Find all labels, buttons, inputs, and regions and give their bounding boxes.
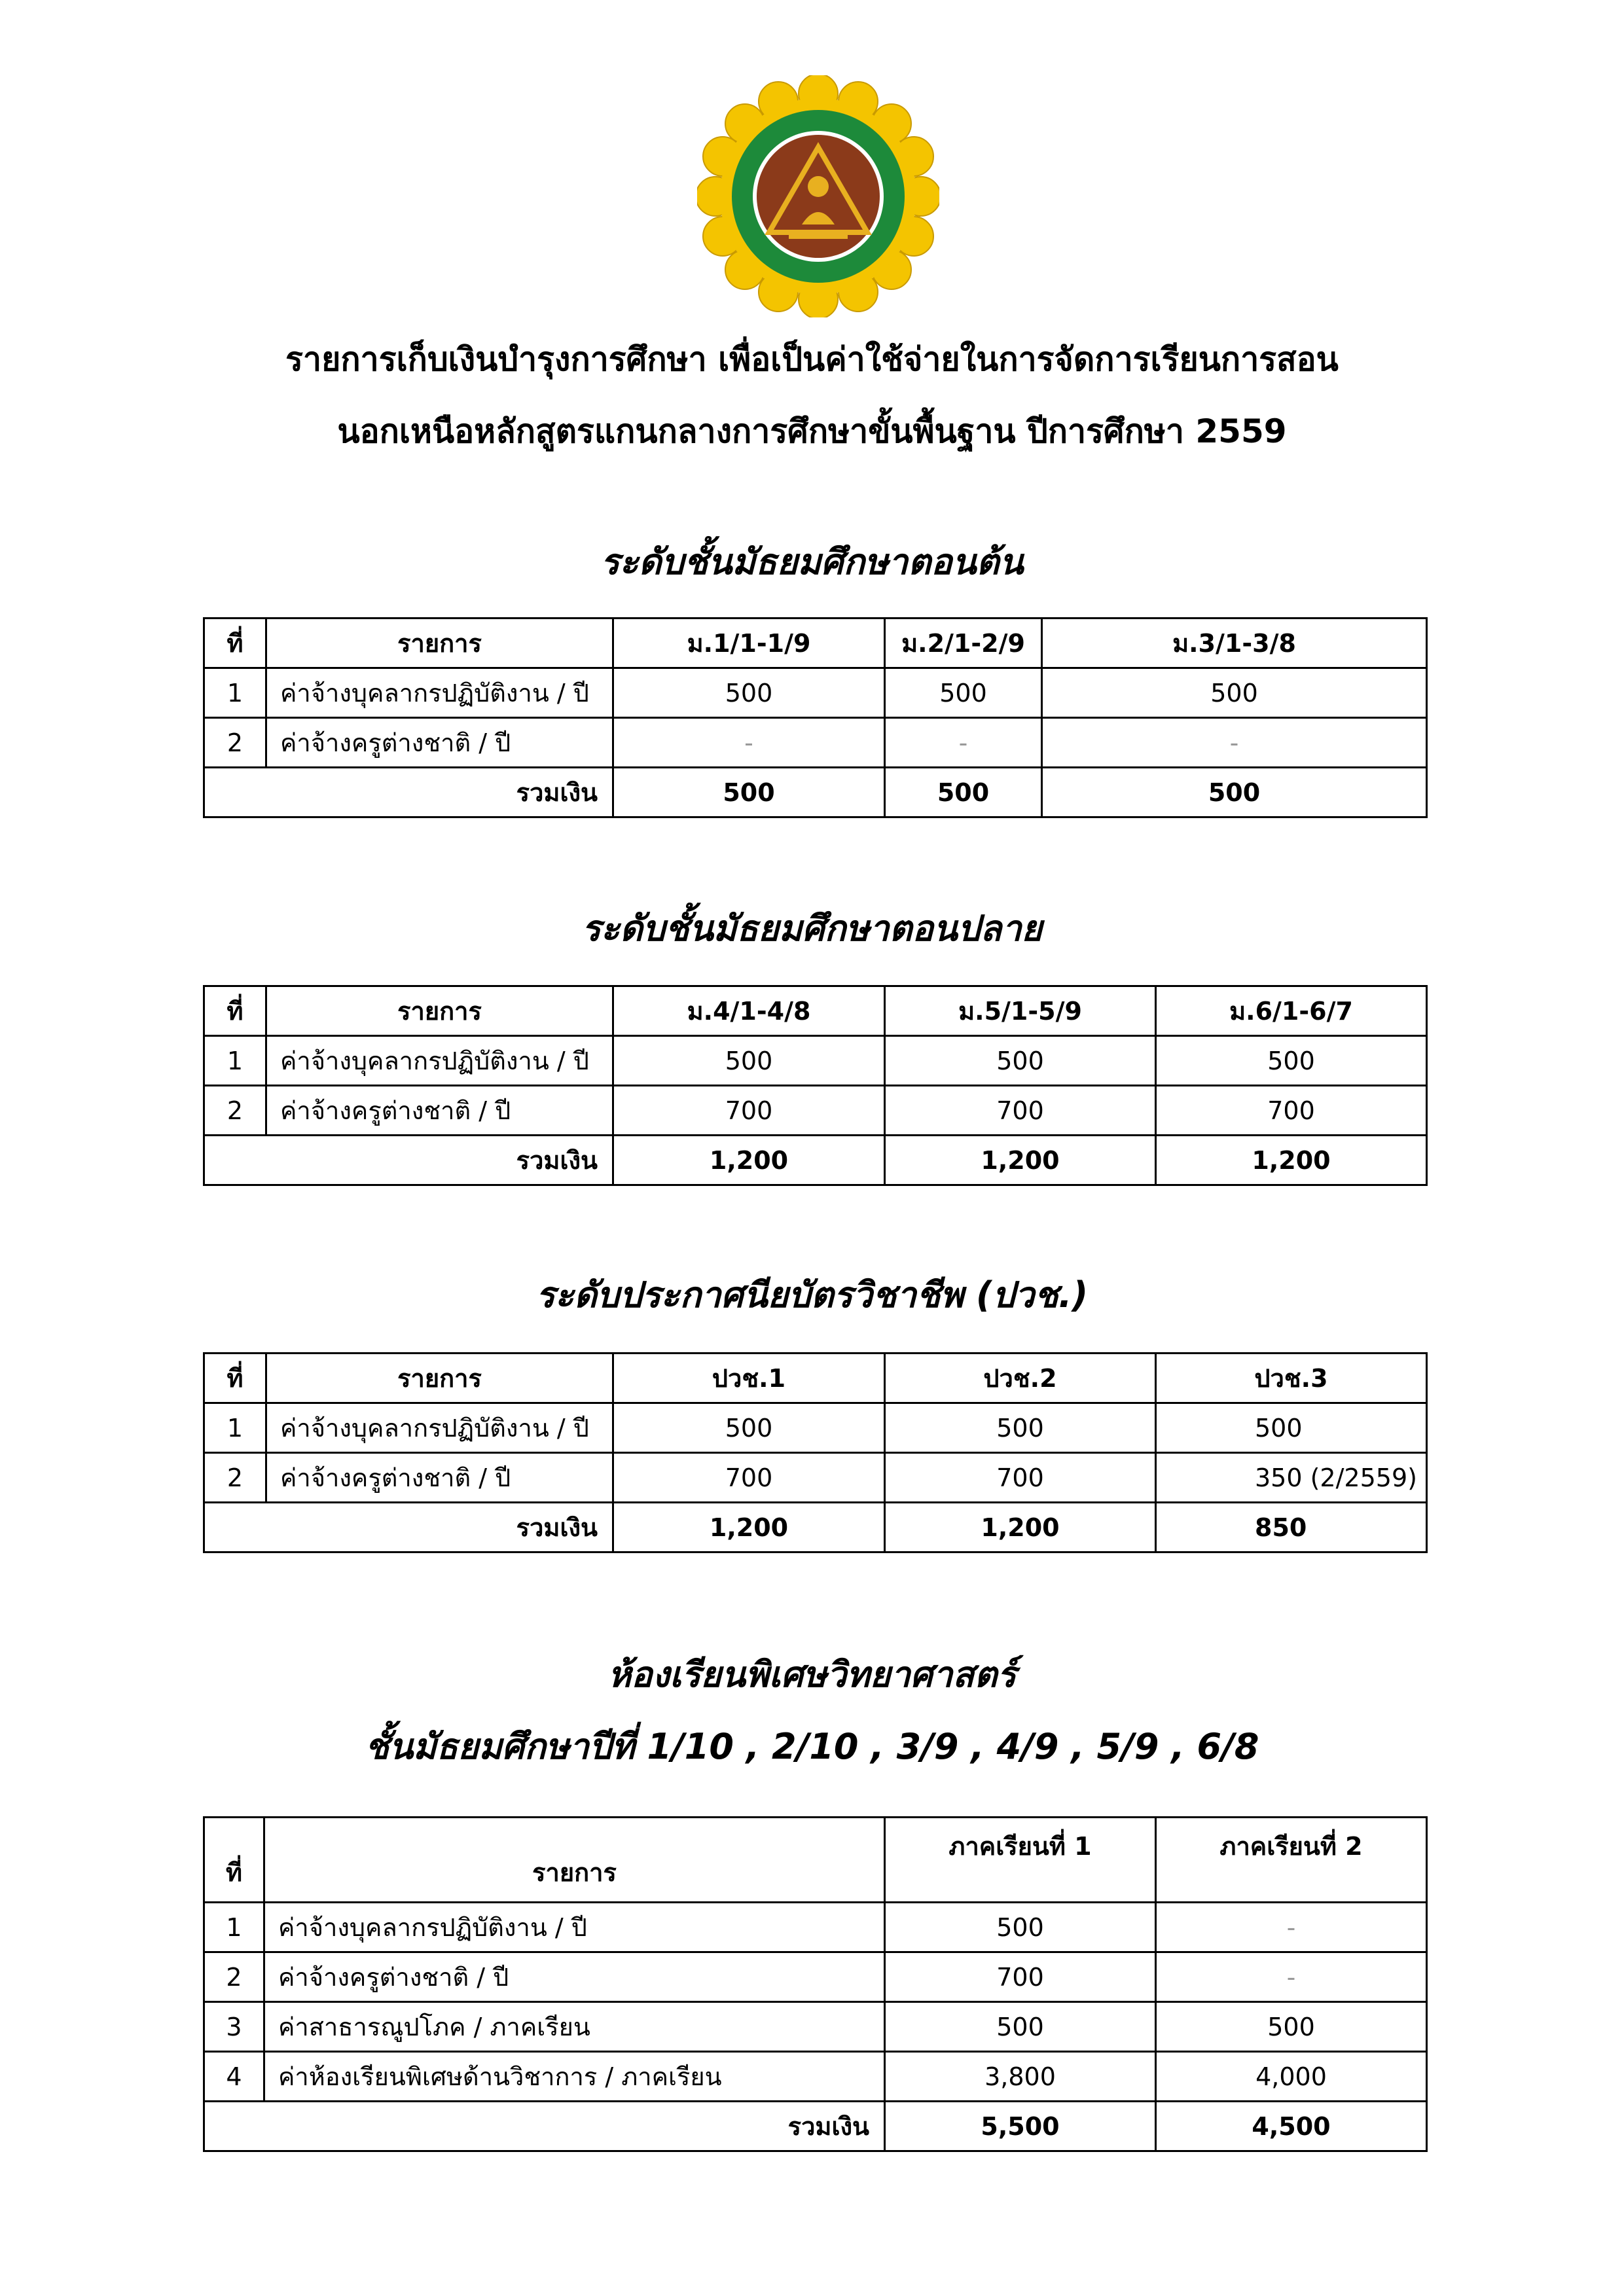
row-number: 4 xyxy=(204,2052,264,2102)
row-number: 1 xyxy=(204,668,266,718)
total-value: 500 xyxy=(613,768,885,817)
row-value: 500 xyxy=(885,668,1042,718)
total-value: 1,200 xyxy=(885,1136,1156,1185)
row-number: 3 xyxy=(204,2002,264,2052)
row-value: 500 xyxy=(1156,1403,1427,1453)
row-value: 4,000 xyxy=(1156,2052,1427,2102)
row-value: 500 xyxy=(885,1036,1156,1086)
table-row xyxy=(204,1903,1427,1952)
total-value: 1,200 xyxy=(885,1503,1156,1552)
row-value: 500 xyxy=(613,1036,885,1086)
section1-table xyxy=(203,617,1428,818)
table-header-row xyxy=(204,619,1427,668)
col-no-header: ที่ xyxy=(204,1354,266,1403)
col-item-header: รายการ xyxy=(266,986,613,1036)
table-row xyxy=(204,2052,1427,2102)
row-value: - xyxy=(1156,1952,1427,2002)
document-title-line1: รายการเก็บเงินบำรุงการศึกษา เพื่อเป็นค่าใช้จ่ายในการจัดการเรียนการสอน xyxy=(285,340,1339,378)
table-row xyxy=(204,2002,1427,2052)
row-value: - xyxy=(1042,718,1427,768)
table-row xyxy=(204,1086,1427,1136)
row-value: 500 xyxy=(613,668,885,718)
row-value: 500 xyxy=(885,1403,1156,1453)
row-number: 1 xyxy=(204,1036,266,1086)
col-grade-header: ปวช.2 xyxy=(885,1354,1156,1403)
total-label: รวมเงิน xyxy=(204,1503,613,1552)
col-no-header: ที่ xyxy=(204,619,266,668)
total-value: 4,500 xyxy=(1156,2102,1427,2151)
col-no-header: ที่ xyxy=(204,1818,264,1903)
school-emblem-icon xyxy=(697,75,939,317)
row-value: 700 xyxy=(885,1086,1156,1136)
row-item: ค่าจ้างครูต่างชาติ / ปี xyxy=(266,1453,613,1503)
table-row xyxy=(204,1952,1427,2002)
section3-table xyxy=(203,1352,1428,1553)
row-value: 700 xyxy=(1156,1086,1427,1136)
total-value: 5,500 xyxy=(885,2102,1156,2151)
section4-table xyxy=(203,1816,1428,2152)
row-value: - xyxy=(885,718,1042,768)
total-value: 1,200 xyxy=(613,1503,885,1552)
row-value: 500 xyxy=(1156,1036,1427,1086)
section4-heading: ห้องเรียนพิเศษวิทยาศาสตร์ xyxy=(607,1654,1017,1695)
row-value: 500 xyxy=(613,1403,885,1453)
section4-subheading: ชั้นมัธยมศึกษาปีที่ 1/10 , 2/10 , 3/9 , 4/9 , 5/9 , 6/8 xyxy=(365,1726,1259,1767)
row-item: ค่าจ้างครูต่างชาติ / ปี xyxy=(266,1086,613,1136)
row-value: 700 xyxy=(885,1453,1156,1503)
row-value: 3,800 xyxy=(885,2052,1156,2102)
total-value: 1,200 xyxy=(613,1136,885,1185)
col-grade-header: ปวช.3 xyxy=(1156,1354,1427,1403)
col-item-header: รายการ xyxy=(264,1818,885,1903)
table-row xyxy=(204,1403,1427,1453)
row-value: - xyxy=(1156,1903,1427,1952)
section1-heading: ระดับชั้นมัธยมศึกษาตอนต้น xyxy=(600,541,1024,583)
total-value: 500 xyxy=(885,768,1042,817)
row-number: 2 xyxy=(204,1952,264,2002)
row-number: 2 xyxy=(204,1453,266,1503)
total-row xyxy=(204,1503,1427,1552)
col-grade-header: ม.4/1-4/8 xyxy=(613,986,885,1036)
table-header-row xyxy=(204,986,1427,1036)
col-grade-header: ม.6/1-6/7 xyxy=(1156,986,1427,1036)
section2-table xyxy=(203,985,1428,1186)
row-item: ค่าห้องเรียนพิเศษด้านวิชาการ / ภาคเรียน xyxy=(264,2052,885,2102)
row-value: 500 xyxy=(885,2002,1156,2052)
row-value: 500 xyxy=(1042,668,1427,718)
row-value: 700 xyxy=(613,1086,885,1136)
col-grade-header: ปวช.1 xyxy=(613,1354,885,1403)
col-semester-header: ภาคเรียนที่ 2 xyxy=(1156,1818,1427,1903)
row-number: 2 xyxy=(204,718,266,768)
col-item-header: รายการ xyxy=(266,1354,613,1403)
row-item: ค่าจ้างครูต่างชาติ / ปี xyxy=(266,718,613,768)
total-value: 1,200 xyxy=(1156,1136,1427,1185)
col-no-header: ที่ xyxy=(204,986,266,1036)
row-number: 1 xyxy=(204,1903,264,1952)
row-number: 1 xyxy=(204,1403,266,1453)
col-grade-header: ม.5/1-5/9 xyxy=(885,986,1156,1036)
row-item: ค่าจ้างบุคลากรปฏิบัติงาน / ปี xyxy=(266,668,613,718)
row-value: 350 (2/2559) xyxy=(1156,1453,1427,1503)
col-grade-header: ม.2/1-2/9 xyxy=(885,619,1042,668)
row-item: ค่าจ้างบุคลากรปฏิบัติงาน / ปี xyxy=(266,1403,613,1453)
document-title-line2: นอกเหนือหลักสูตรแกนกลางการศึกษาขั้นพื้นฐาน ปีการศึกษา 2559 xyxy=(337,412,1287,450)
total-label: รวมเงิน xyxy=(204,2102,885,2151)
row-number: 2 xyxy=(204,1086,266,1136)
row-value: 500 xyxy=(1156,2002,1427,2052)
total-row xyxy=(204,2102,1427,2151)
row-item: ค่าสาธารณูปโภค / ภาคเรียน xyxy=(264,2002,885,2052)
table-header-row xyxy=(204,1354,1427,1403)
row-value: - xyxy=(613,718,885,768)
total-row xyxy=(204,768,1427,817)
row-value: 700 xyxy=(613,1453,885,1503)
table-header-row xyxy=(204,1818,1427,1903)
total-label: รวมเงิน xyxy=(204,768,613,817)
table-row xyxy=(204,718,1427,768)
col-item-header: รายการ xyxy=(266,619,613,668)
table-row xyxy=(204,668,1427,718)
row-value: 500 xyxy=(885,1903,1156,1952)
section2-heading: ระดับชั้นมัธยมศึกษาตอนปลาย xyxy=(581,908,1043,949)
col-grade-header: ม.3/1-3/8 xyxy=(1042,619,1427,668)
row-item: ค่าจ้างครูต่างชาติ / ปี xyxy=(264,1952,885,2002)
total-label: รวมเงิน xyxy=(204,1136,613,1185)
col-semester-header: ภาคเรียนที่ 1 xyxy=(885,1818,1156,1903)
section3-heading: ระดับประกาศนียบัตรวิชาชีพ (ปวช.) xyxy=(535,1274,1089,1316)
total-value: 500 xyxy=(1042,768,1427,817)
row-item: ค่าจ้างบุคลากรปฏิบัติงาน / ปี xyxy=(264,1903,885,1952)
total-row xyxy=(204,1136,1427,1185)
col-grade-header: ม.1/1-1/9 xyxy=(613,619,885,668)
row-value: 700 xyxy=(885,1952,1156,2002)
row-item: ค่าจ้างบุคลากรปฏิบัติงาน / ปี xyxy=(266,1036,613,1086)
table-row xyxy=(204,1453,1427,1503)
total-value: 850 xyxy=(1156,1503,1427,1552)
table-row xyxy=(204,1036,1427,1086)
